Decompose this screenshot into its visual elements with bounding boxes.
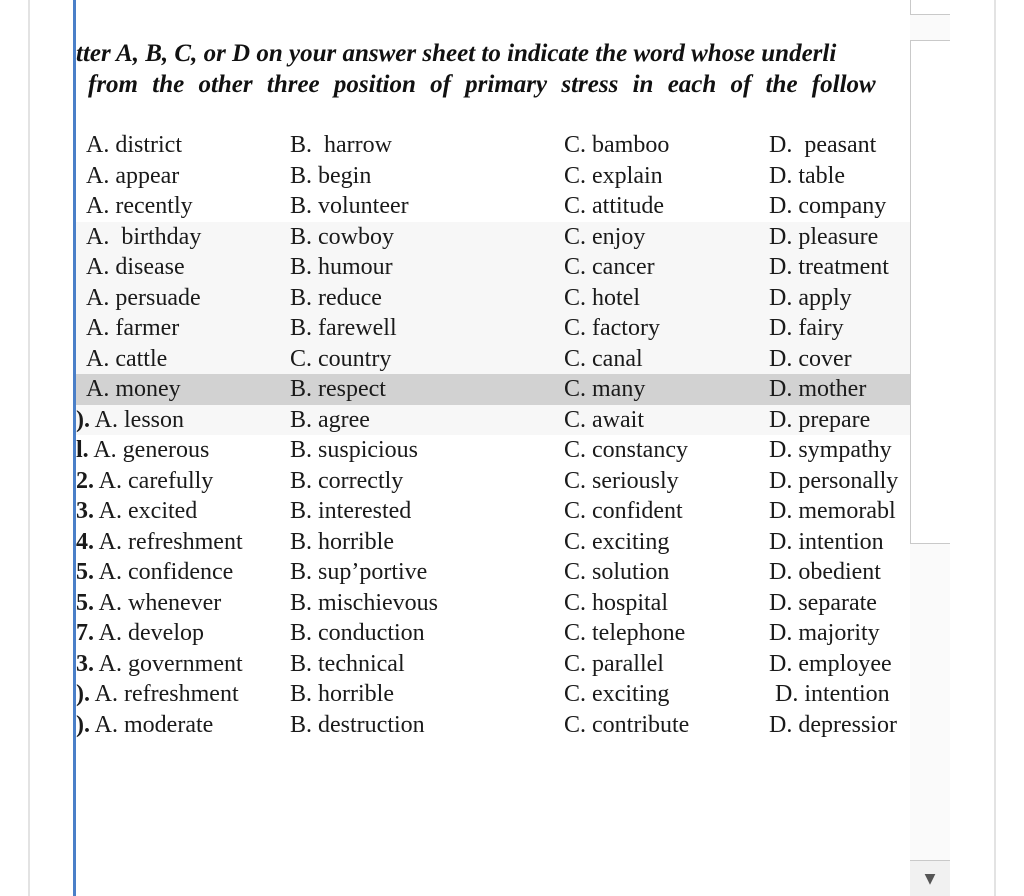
option-b: B. suspicious	[290, 437, 419, 463]
option-c: C. explain	[564, 162, 663, 189]
question-row	[76, 679, 910, 710]
option-b: B. mischievous	[290, 589, 438, 616]
question-row	[76, 435, 910, 466]
option-a	[76, 496, 197, 527]
option-b: B. cowboy	[290, 223, 394, 250]
option-a	[76, 405, 184, 436]
option-c: C. exciting	[564, 528, 670, 555]
option-a	[76, 130, 182, 161]
option-a	[76, 344, 167, 375]
option-a	[76, 252, 185, 283]
option-c: C. hospital	[564, 589, 669, 616]
option-c: C. cancer	[564, 254, 655, 280]
option-a-text: A. cattle	[86, 345, 168, 372]
question-row	[76, 649, 910, 680]
option-b: B. technical	[290, 650, 405, 677]
instructions-line-2: from the other three position of primary stress in each of the follow	[88, 71, 876, 98]
question-number: 3.	[76, 650, 94, 677]
option-c: C. factory	[564, 315, 660, 341]
option-c: C. hotel	[564, 284, 640, 311]
question-row	[76, 527, 910, 558]
question-number: 4.	[76, 528, 94, 555]
option-a	[76, 618, 204, 649]
instructions	[76, 38, 910, 100]
option-a	[76, 527, 243, 558]
option-a-text: A. recently	[86, 193, 193, 219]
option-b: B. agree	[290, 406, 370, 433]
option-b: B. interested	[290, 498, 412, 524]
option-a-text: A. birthday	[86, 223, 202, 250]
option-c: C. many	[564, 376, 646, 402]
option-d: D. intention	[769, 528, 884, 555]
option-d: D. table	[769, 162, 845, 189]
left-gutter-divider	[28, 0, 30, 896]
option-d: D. employee	[769, 650, 892, 677]
option-d: D. pleasure	[769, 223, 879, 250]
question-number: ).	[76, 406, 90, 433]
questions-table	[76, 130, 910, 740]
question-row	[76, 588, 910, 619]
option-c: C. await	[564, 406, 644, 433]
option-a	[76, 161, 179, 192]
option-a	[76, 466, 213, 497]
option-d: D. intention	[769, 681, 890, 707]
question-row	[76, 374, 910, 405]
side-panel-box	[910, 40, 951, 544]
option-b: B. conduction	[290, 620, 425, 646]
option-a	[76, 191, 193, 222]
option-c: C. confident	[564, 498, 683, 524]
option-c: C. solution	[564, 559, 670, 585]
option-b: B. destruction	[290, 711, 425, 738]
scroll-down-button[interactable]	[910, 860, 950, 896]
option-c: C. exciting	[564, 681, 670, 707]
option-b: B. harrow	[290, 132, 392, 158]
option-a	[76, 710, 213, 741]
question-row	[76, 344, 910, 375]
option-b: B. horrible	[290, 528, 394, 555]
option-c: C. enjoy	[564, 223, 646, 250]
option-a-text: A. refreshment	[90, 681, 239, 707]
option-a	[76, 588, 221, 619]
question-row	[76, 191, 910, 222]
option-b: C. country	[290, 345, 392, 372]
option-a	[76, 283, 201, 314]
option-a-text: A. lesson	[90, 406, 185, 433]
option-b: B. sup’portive	[290, 559, 428, 585]
right-edge	[950, 0, 1024, 896]
option-c: C. attitude	[564, 193, 664, 219]
option-d: D. fairy	[769, 315, 844, 341]
option-c: C. parallel	[564, 650, 664, 677]
chevron-down-icon: ▼	[924, 871, 936, 887]
instructions-line-1: tter A, B, C, or D on your answer sheet to indicate the word whose underli	[76, 40, 837, 67]
option-c: C. canal	[564, 345, 643, 372]
option-a-text: A. generous	[88, 437, 210, 463]
option-a-text: A. moderate	[90, 711, 214, 738]
option-a	[76, 374, 181, 405]
question-row	[76, 283, 910, 314]
question-number: 5.	[76, 559, 94, 585]
question-number: l.	[76, 437, 89, 463]
option-c: C. contribute	[564, 711, 690, 738]
option-a-text: A. district	[86, 132, 182, 158]
option-d: D. memorabl	[769, 498, 896, 524]
option-d: D. majority	[769, 620, 880, 646]
side-panel-top-box	[910, 0, 952, 15]
option-a-text: A. appear	[86, 162, 180, 189]
option-a	[76, 222, 201, 253]
question-row	[76, 405, 910, 436]
option-c: C. constancy	[564, 437, 688, 463]
option-b: B. horrible	[290, 681, 394, 707]
option-d: D. cover	[769, 345, 852, 372]
option-b: B. humour	[290, 254, 393, 280]
option-d: D. company	[769, 193, 887, 219]
option-a-text: A. carefully	[94, 467, 214, 494]
option-b: B. reduce	[290, 284, 382, 311]
option-c: C. bamboo	[564, 132, 670, 158]
question-row	[76, 161, 910, 192]
option-a-text: A. money	[86, 376, 181, 402]
option-b: B. respect	[290, 376, 386, 402]
option-a-text: A. government	[94, 650, 243, 677]
question-row	[76, 710, 910, 741]
option-d: D. apply	[769, 284, 852, 311]
option-a-text: A. confidence	[94, 559, 234, 585]
option-a-text: A. develop	[94, 620, 204, 646]
option-a-text: A. whenever	[94, 589, 222, 616]
question-number: 2.	[76, 467, 94, 494]
option-d: D. personally	[769, 467, 899, 494]
question-number: 3.	[76, 498, 94, 524]
question-row	[76, 557, 910, 588]
option-a	[76, 557, 233, 588]
question-row	[76, 252, 910, 283]
option-a	[76, 679, 239, 710]
left-gutter	[0, 0, 74, 896]
option-a-text: A. refreshment	[94, 528, 243, 555]
option-d: D. mother	[769, 376, 867, 402]
option-d: D. prepare	[769, 406, 871, 433]
option-a	[76, 313, 179, 344]
question-row	[76, 222, 910, 253]
option-a	[76, 649, 243, 680]
option-c: C. seriously	[564, 467, 679, 494]
option-d: D. sympathy	[769, 437, 892, 463]
option-d: D. peasant	[769, 132, 877, 158]
question-number: 5.	[76, 589, 94, 616]
option-b: B. volunteer	[290, 193, 409, 219]
question-number: ).	[76, 711, 90, 738]
option-b: B. begin	[290, 162, 372, 189]
option-d: D. obedient	[769, 559, 881, 585]
option-a-text: A. disease	[86, 254, 185, 280]
option-b: B. farewell	[290, 315, 397, 341]
option-a-text: A. farmer	[86, 315, 180, 341]
question-row	[76, 496, 910, 527]
option-a	[76, 435, 209, 466]
option-a-text: A. persuade	[86, 284, 201, 311]
option-b: B. correctly	[290, 467, 404, 494]
question-row	[76, 466, 910, 497]
question-number: 7.	[76, 620, 94, 646]
question-row	[76, 130, 910, 161]
right-edge-divider	[994, 0, 996, 896]
question-number: ).	[76, 681, 90, 707]
option-d: D. treatment	[769, 254, 889, 280]
question-row	[76, 618, 910, 649]
option-d: D. depressior	[769, 711, 897, 738]
question-row	[76, 313, 910, 344]
option-c: C. telephone	[564, 620, 686, 646]
option-a-text: A. excited	[94, 498, 198, 524]
option-d: D. separate	[769, 589, 877, 616]
document-page	[76, 0, 910, 896]
